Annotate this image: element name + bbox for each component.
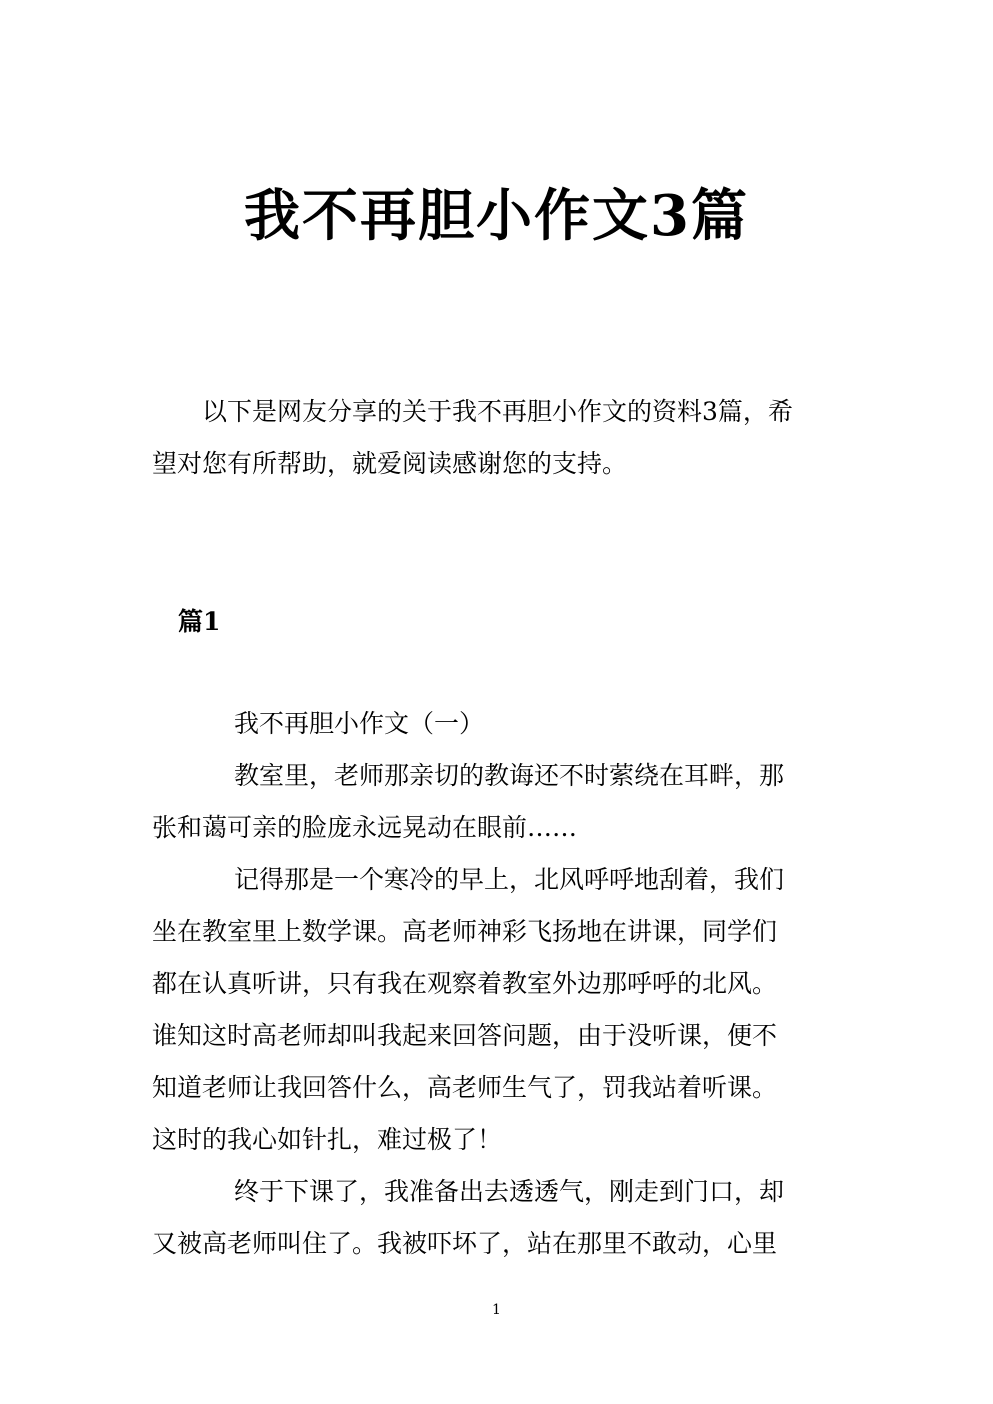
paragraph-line: 坐在教室里上数学课。高老师神彩飞扬地在讲课，同学们 bbox=[152, 917, 778, 946]
paragraph-line: 谁知这时高老师却叫我起来回答问题，由于没听课，便不 bbox=[152, 1021, 778, 1050]
paragraph-line: 张和蔼可亲的脸庞永远晃动在眼前…… bbox=[152, 813, 578, 842]
paragraph-line: 又被高老师叫住了。我被吓坏了，站在那里不敢动，心里 bbox=[152, 1229, 778, 1258]
section-label: 篇1 bbox=[178, 607, 221, 636]
paragraph-line: 终于下课了，我准备出去透透气，刚走到门口，却 bbox=[234, 1177, 785, 1206]
intro-line: 以下是网友分享的关于我不再胆小作文的资料3篇，希 bbox=[202, 397, 793, 426]
intro-line: 望对您有所帮助，就爱阅读感谢您的支持。 bbox=[152, 449, 628, 478]
intro-paragraph bbox=[152, 386, 824, 490]
paragraph-line: 这时的我心如针扎，难过极了！ bbox=[152, 1125, 503, 1154]
page-number: 1 bbox=[492, 1302, 501, 1318]
paragraph-line: 知道老师让我回答什么，高老师生气了，罚我站着听课。 bbox=[152, 1073, 778, 1102]
paragraph-line: 记得那是一个寒冷的早上，北风呼呼地刮着，我们 bbox=[234, 865, 785, 894]
essay-body bbox=[152, 698, 824, 1270]
paragraph-line: 教室里，老师那亲切的教诲还不时萦绕在耳畔，那 bbox=[234, 761, 785, 790]
paragraph-line: 都在认真听讲，只有我在观察着教室外边那呼呼的北风。 bbox=[152, 969, 778, 998]
document-title: 我不再胆小作文3篇 bbox=[244, 183, 749, 249]
essay-title: 我不再胆小作文（一） bbox=[234, 709, 485, 738]
